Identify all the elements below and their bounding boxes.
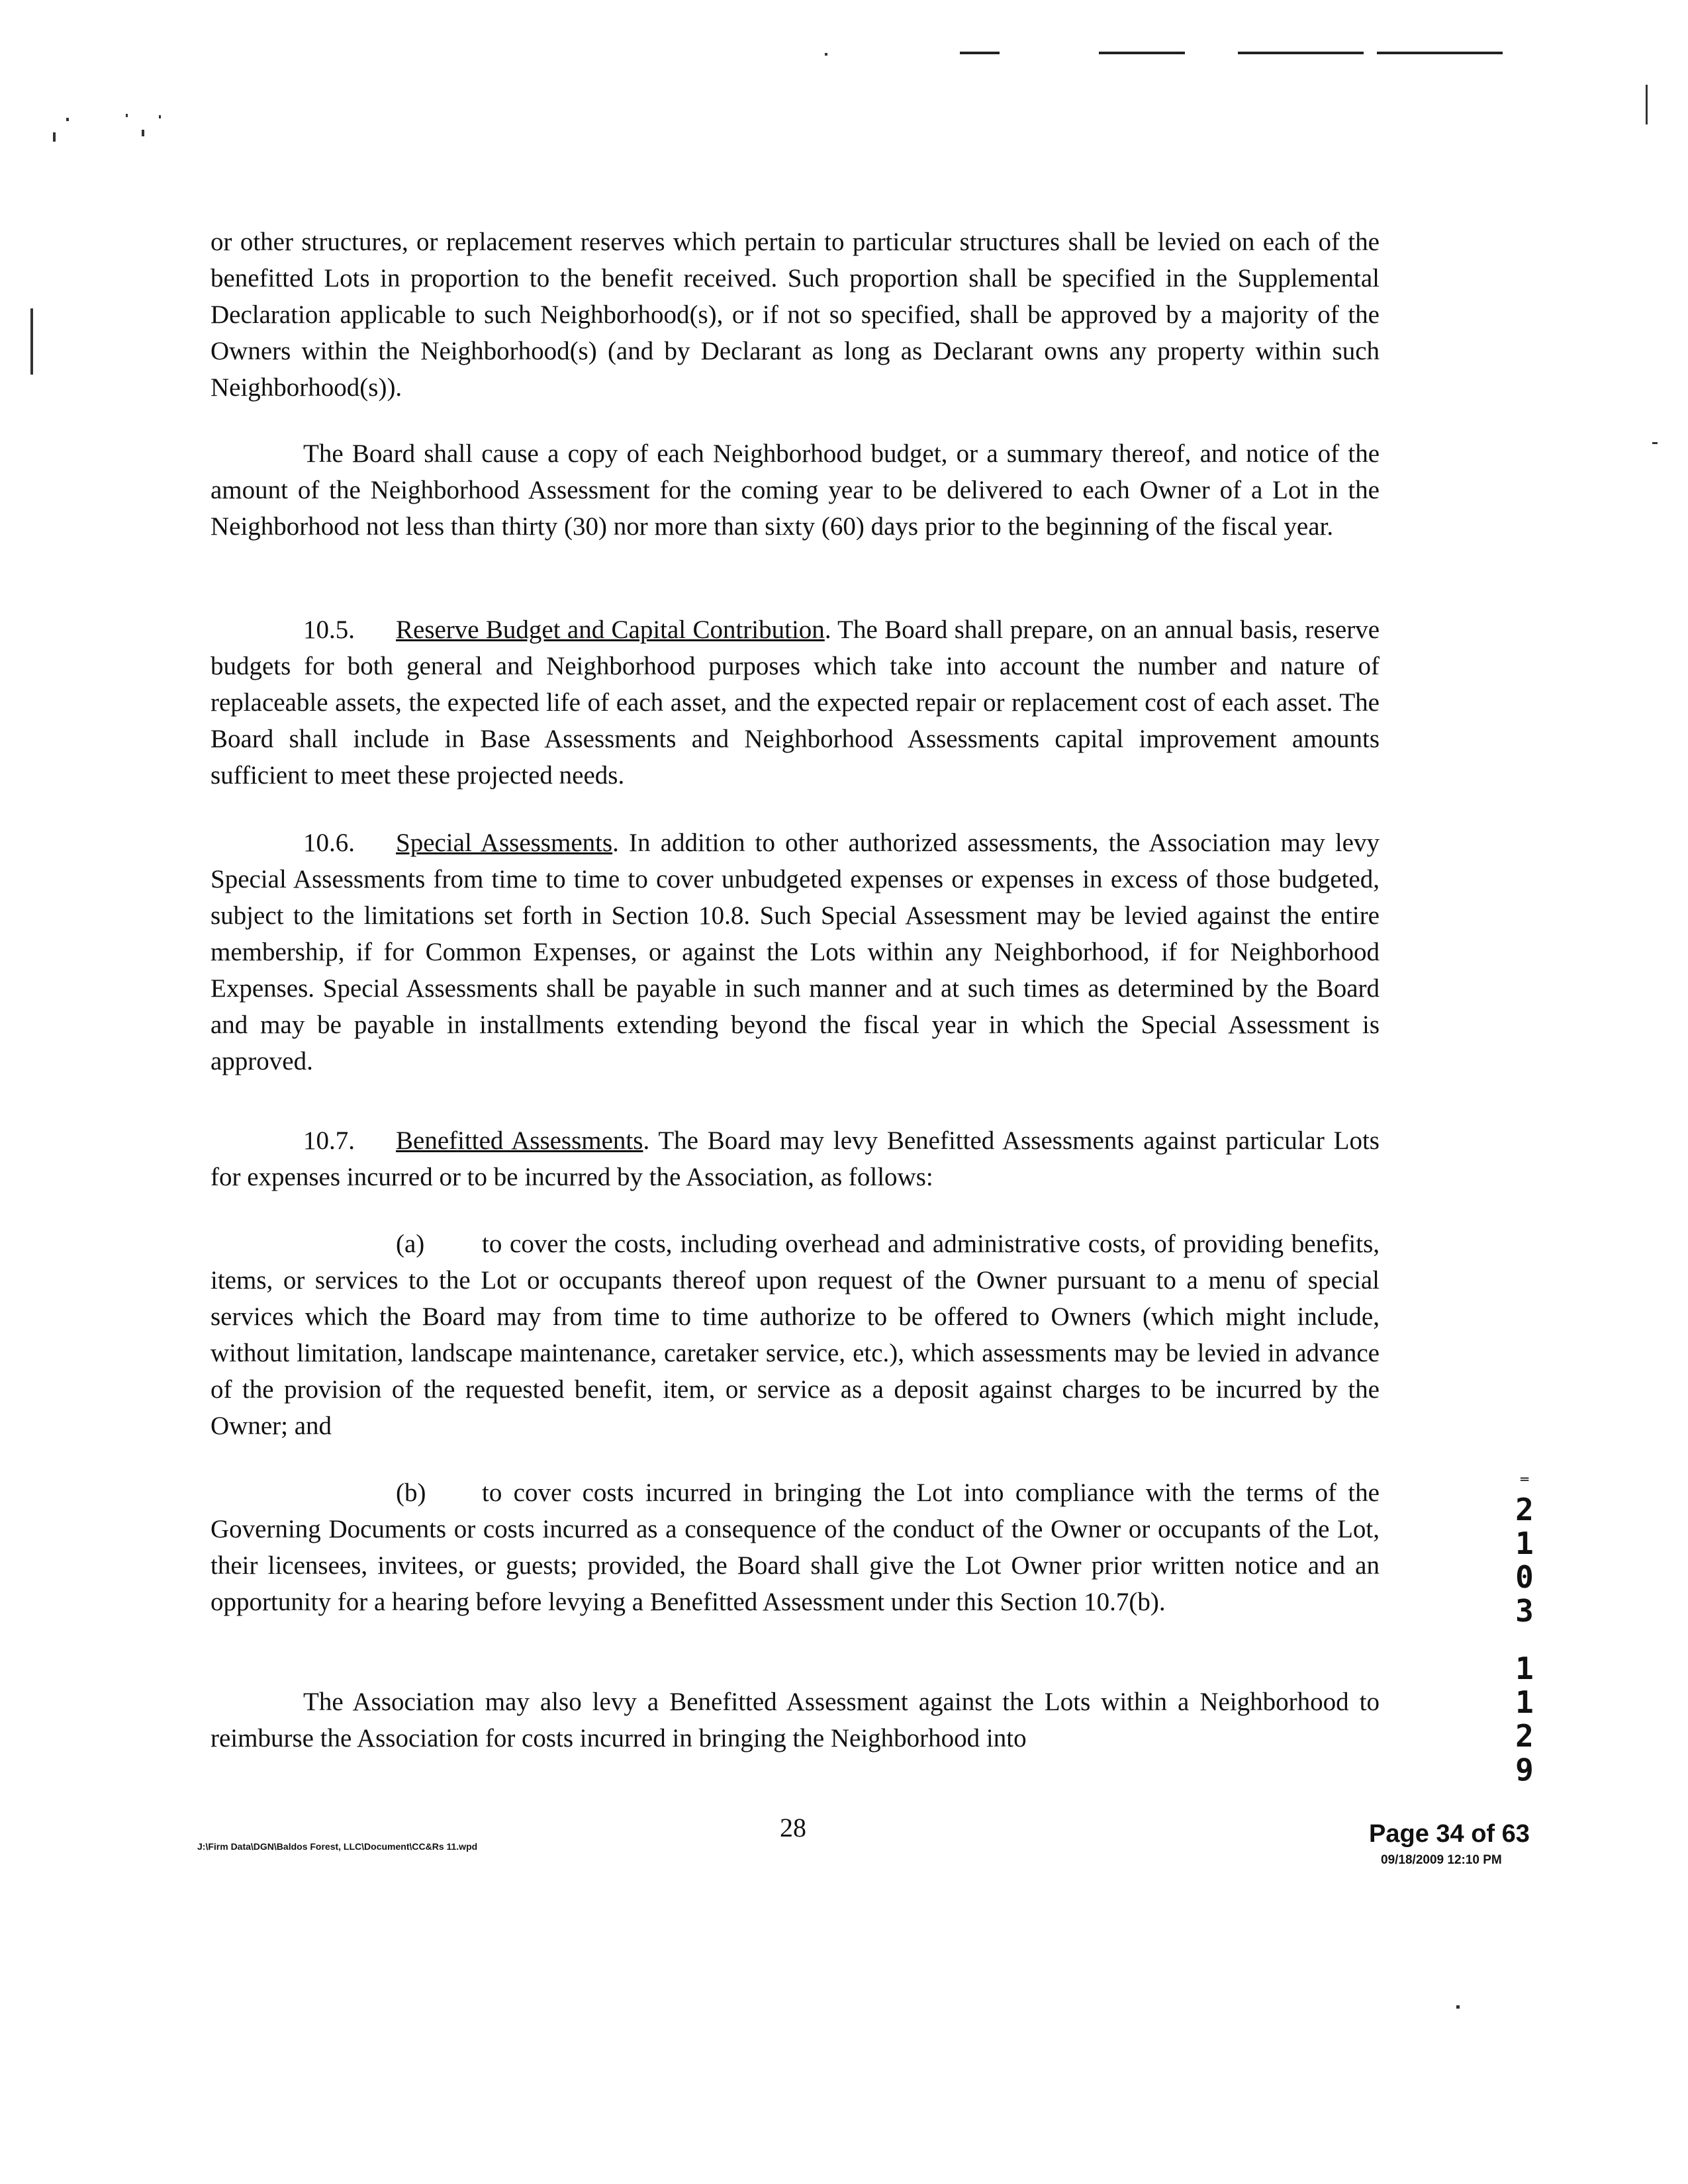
recording-digit: 2 <box>1515 1492 1534 1527</box>
continued-paragraph: or other structures, or replacement reserves which pertain to particular structures shall be levied on each of the benefitted Lots in proportion to the benefit received. Such proportion shall be specified in the Supplemental Declaration applicable to such Neighborhood(s), or if not so specified, shall be approved by a majority of the Owners within the Neighborhood(s) (and by Declarant as long as Declarant owns any property within such Neighborhood(s)). <box>211 228 1380 402</box>
footer-file-path: J:\Firm Data\DGN\Baldos Forest, LLC\Document\CC&Rs 11.wpd <box>197 1841 478 1852</box>
scan-artifact-line <box>960 52 1000 54</box>
scan-artifact-speck <box>142 130 144 136</box>
section-heading: Special Assessments <box>396 829 613 857</box>
section-10-7 <box>211 1122 1380 1195</box>
section-10-5 <box>211 612 1380 794</box>
benefitted-assessment-neighborhood-paragraph: The Association may also levy a Benefitted Assessment against the Lots within a Neighborhood to reimburse the Association for costs incurred in bringing the Neighborhood into <box>211 1688 1380 1752</box>
scan-artifact-speck <box>126 114 128 117</box>
scan-artifact-speck <box>30 357 33 375</box>
recording-digit: 3 <box>1515 1593 1534 1629</box>
scan-artifact-speck <box>1652 442 1658 444</box>
recording-number <box>1509 1465 1540 1787</box>
scan-artifact-line <box>1238 52 1364 54</box>
recorder-timestamp: 09/18/2009 12:10 PM <box>1381 1853 1502 1867</box>
recording-digit: ═ <box>1520 1471 1529 1487</box>
section-number: 10.7. <box>303 1126 355 1155</box>
section-number: 10.6. <box>303 829 355 857</box>
recording-digit: 9 <box>1515 1752 1534 1788</box>
section-heading: Reserve Budget and Capital Contribution <box>396 615 825 644</box>
scan-artifact-line <box>1377 52 1503 54</box>
scan-artifact-speck <box>159 115 161 118</box>
recording-digit: 1 <box>1515 1525 1534 1561</box>
subitem-label: (a) <box>396 1230 425 1258</box>
page-number: 28 <box>780 1813 806 1843</box>
scan-artifact-speck <box>1456 2005 1460 2009</box>
section-10-6 <box>211 825 1380 1079</box>
section-number: 10.5. <box>303 615 355 644</box>
scan-artifact-speck <box>825 53 827 56</box>
scan-artifact-speck <box>1646 85 1648 124</box>
scan-artifact-speck <box>66 118 69 121</box>
neighborhood-budget-notice-paragraph: The Board shall cause a copy of each Neighborhood budget, or a summary thereof, and notice of the amount of the Neighborhood Assessment for the coming year to be delivered to each Owner of a Lot in the Neighborhood not less than thirty (30) nor more than sixty (60) days prior to the beginning of the fiscal year. <box>211 439 1380 541</box>
subitem-text: to cover the costs, including overhead and administrative costs, of providing benefits, items, or services to the Lot or occupants thereof upon request of the Owner pursuant to a menu of special services which the Board may from time to time authorize to be offered to Owners (which might include, without limitation, landscape maintenance, caretaker service, etc.), which assessments may be levied in advance of the provision of the requested benefit, item, or service as a deposit against charges to be incurred by the Owner; and <box>211 1230 1380 1440</box>
subitem-a <box>211 1226 1380 1444</box>
section-text: . In addition to other authorized assessments, the Association may levy Special Assessments from time to time to cover unbudgeted expenses or expenses in excess of those budgeted, subject to the limitations set forth in Section 10.8. Such Special Assessment may be levied against the entire membership, if for Common Expenses, or against the Lots within any Neighborhood, if for Neighborhood Expenses. Special Assessments shall be payable in such manner and at such times as determined by the Board and may be payable in installments extending beyond the fiscal year in which the Special Assessment is approved. <box>211 829 1380 1075</box>
recording-digit: 0 <box>1515 1559 1534 1595</box>
recorder-page-label: Page 34 of 63 <box>1369 1820 1530 1848</box>
section-text: . The Board shall prepare, on an annual basis, reserve budgets for both general and Neighborhood purposes which take into account the number and nature of replaceable assets, the expected life of each asset, and the expected repair or replacement cost of each asset. The Board shall include in Base Assessments and Neighborhood Assessments capital improvement amounts sufficient to meet these projected needs. <box>211 615 1380 790</box>
subitem-b <box>211 1475 1380 1620</box>
section-heading: Benefitted Assessments <box>396 1126 643 1155</box>
subitem-text: to cover costs incurred in bringing the Lot into compliance with the terms of the Governing Documents or costs incurred as a consequence of the conduct of the Owner or occupants of the Lot, their licensees, invitees, or guests; provided, the Board shall give the Lot Owner prior written notice and an opportunity for a hearing before levying a Benefitted Assessment under this Section 10.7(b). <box>211 1479 1380 1616</box>
recording-digit: 1 <box>1515 1651 1534 1686</box>
recording-digit: 2 <box>1515 1718 1534 1754</box>
scan-artifact-line <box>1099 52 1185 54</box>
recording-digit: 1 <box>1515 1684 1534 1720</box>
section-text: . The Board may levy Benefitted Assessments against particular Lots for expenses incurred or to be incurred by the Association, as follows: <box>211 1126 1380 1191</box>
scan-artifact-speck <box>53 132 56 142</box>
subitem-label: (b) <box>396 1479 426 1507</box>
